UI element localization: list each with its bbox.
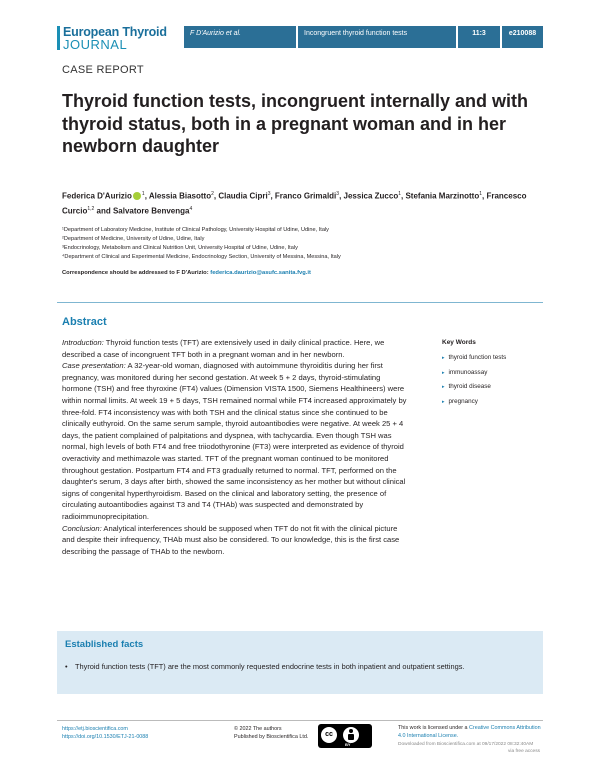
affiliation: ²Department of Medicine, University of Udine, Udine, Italy — [62, 236, 205, 242]
header-volume: 11:3 — [458, 26, 500, 48]
article-title: Thyroid function tests, incongruent internally and with thyroid status, both in a pregnant woman and in her newborn daughter — [62, 91, 529, 156]
publisher-text: Published by Bioscientifica Ltd. — [234, 734, 309, 740]
correspondence — [62, 270, 311, 276]
keywords-heading: Key Words — [442, 339, 476, 346]
header-running-title: Incongruent thyroid function tests — [298, 26, 456, 48]
established-facts-box — [57, 631, 543, 694]
footer-copyright — [234, 725, 308, 741]
abstract-heading: Abstract — [62, 316, 107, 328]
affiliation: ⁴Department of Clinical and Experimental Medicine, Endocrinology Section, University of Messina, Messina, Italy — [62, 254, 341, 260]
correspondence-email-link[interactable]: federica.daurizio@asufc.sanita.fvg.it — [210, 270, 311, 276]
keyword-item[interactable]: ▸ thyroid function tests — [442, 354, 507, 361]
author-name: Claudia Cipri — [218, 191, 268, 201]
cc-icon: cc — [321, 727, 337, 743]
journal-header — [0, 24, 600, 50]
abstract-conclusion: Conclusion: Analytical interferences should be supposed when TFT do not fit with the clinical picture and despite their infrequency, THAb must also be considered. To our knowledge, this is the first case describing the passage of THAb to the newborn. — [62, 523, 400, 556]
keyword-item[interactable]: ▸ pregnancy — [442, 397, 478, 405]
article-type-label: CASE REPORT — [62, 64, 144, 76]
bullet-icon: ▸ — [442, 355, 445, 361]
keyword-item[interactable]: ▸ immunoassay — [442, 368, 488, 376]
orcid-icon[interactable] — [133, 192, 141, 200]
author-name: Franco Grimaldi — [274, 191, 337, 201]
cc-by-badge[interactable] — [318, 724, 372, 748]
footer-links — [62, 725, 148, 741]
footer-divider — [57, 720, 543, 721]
download-notice: Downloaded from Bioscientifica.com at 09/17/2022 08:32:40AM via free access — [398, 742, 540, 754]
license-text: This work is licensed under a Creative Commons Attribution 4.0 International License. — [398, 725, 541, 739]
journal-url-link[interactable]: https://etj.bioscientifica.com — [62, 726, 128, 732]
author-name: Salvatore Benvenga — [112, 206, 190, 216]
bullet-icon: ▸ — [442, 398, 445, 405]
bullet-icon: ▸ — [442, 369, 445, 376]
affiliations — [62, 226, 542, 262]
doi-link[interactable]: https://doi.org/10.1530/ETJ-21-0088 — [62, 734, 149, 740]
author-name[interactable]: Federica D'Aurizio — [62, 191, 132, 201]
abstract-body — [62, 337, 412, 557]
keywords-panel — [442, 339, 552, 409]
affiliation: ¹Department of Laboratory Medicine, Institute of Clinical Pathology, University Hospital of Udine, Udine, Italy — [62, 227, 329, 233]
author-list: Federica D'Aurizio $^1$, Alessia Biasotto$^2$, Claudia Cipri$^3$, Franco Grimaldi$^3$, Jessica Zucco$^1$, Stefania Marzinotto$^1$, Francesco Curcio$^{1,2}$ and Salvatore Benvenga$^4$ — [62, 191, 527, 216]
bullet-icon: ▸ — [442, 384, 445, 390]
established-fact-item: • Thyroid function tests (TFT) are the most commonly requested endocrine tests in both inpatient and outpatient settings. — [65, 662, 465, 671]
author-name: Alessia Biasotto — [148, 191, 212, 201]
journal-logo-line1: European Thyroid — [63, 25, 167, 39]
correspondence-label: Correspondence should be addressed to F D'Aurizio: — [62, 270, 209, 276]
header-article-id: e210088 — [502, 26, 543, 48]
author-name: Jessica Zucco — [343, 191, 399, 201]
author-name: Stefania Marzinotto — [405, 191, 480, 201]
affiliation: ³Endocrinology, Metabolism and Clinical Nutrition Unit, University Hospital of Udine, Udine, Italy — [62, 245, 298, 251]
license-link[interactable]: Creative Commons Attribution 4.0 International License. — [398, 725, 541, 739]
abstract-introduction: Introduction: Thyroid function tests (TFT) are extensively used in daily clinical practice. Here, we described a case of incongruent TFT both in a pregnant woman and in her newborn. — [62, 338, 385, 359]
author-name: Francesco Curcio — [62, 191, 527, 216]
abstract-case-presentation: Case presentation: A 32-year-old woman, diagnosed with autoimmune thyroiditis during her first pregnancy, was monitored during her second gestation. At week 5 + 2 days, thyroid-stimulating hormone (TSH) and free thyroxine (FT4) values (Dimension VISTA 1500, Siemens Healthineers) were within normal limits. At week 19 + 5 days, TSH remained normal while FT4 increased approximately by three-fold. FT4 inconsistency was with both TSH and the clinical status since she continued to be clinically euthyroid. On the same serum sample, thyroid autoantibodies were negative. At week 25 + 4 days, the patient complained of palpitations and dyspnea, with tachycardia. Even though TSH was normal, high levels of both FT4 and free triiodothyronine (FT3) were interpreted as evidence of thyroid overactivity and methimazole was started. TFT of the pregnant woman continued to be monitored throughout gestation. Postpartum FT4 and FT3 gradually returned to normal. TFT, performed on the daughter's serum, 3 days after birth, showed the same inconsistency as her mother but without clinical signs of congenital hyperthyroidism. Based on the clinical and laboratory setting, the presence of circulating autoantibodies against T3 and T4 (THAb) was suspected and demonstrated by radioimmunoprecipitation. — [62, 361, 407, 521]
established-facts-heading: Established facts — [65, 639, 144, 650]
section-divider — [57, 302, 543, 303]
logo-accent-bar — [57, 26, 60, 50]
keyword-item[interactable]: ▸ thyroid disease — [442, 383, 491, 390]
header-authors: F D'Aurizio et al. — [184, 26, 296, 48]
journal-logo-line2: JOURNAL — [63, 37, 128, 52]
attribution-icon — [343, 727, 359, 743]
bullet-icon: • — [65, 662, 68, 671]
copyright-text: © 2022 The authors — [234, 726, 282, 732]
cc-by-label: BY — [345, 742, 351, 747]
